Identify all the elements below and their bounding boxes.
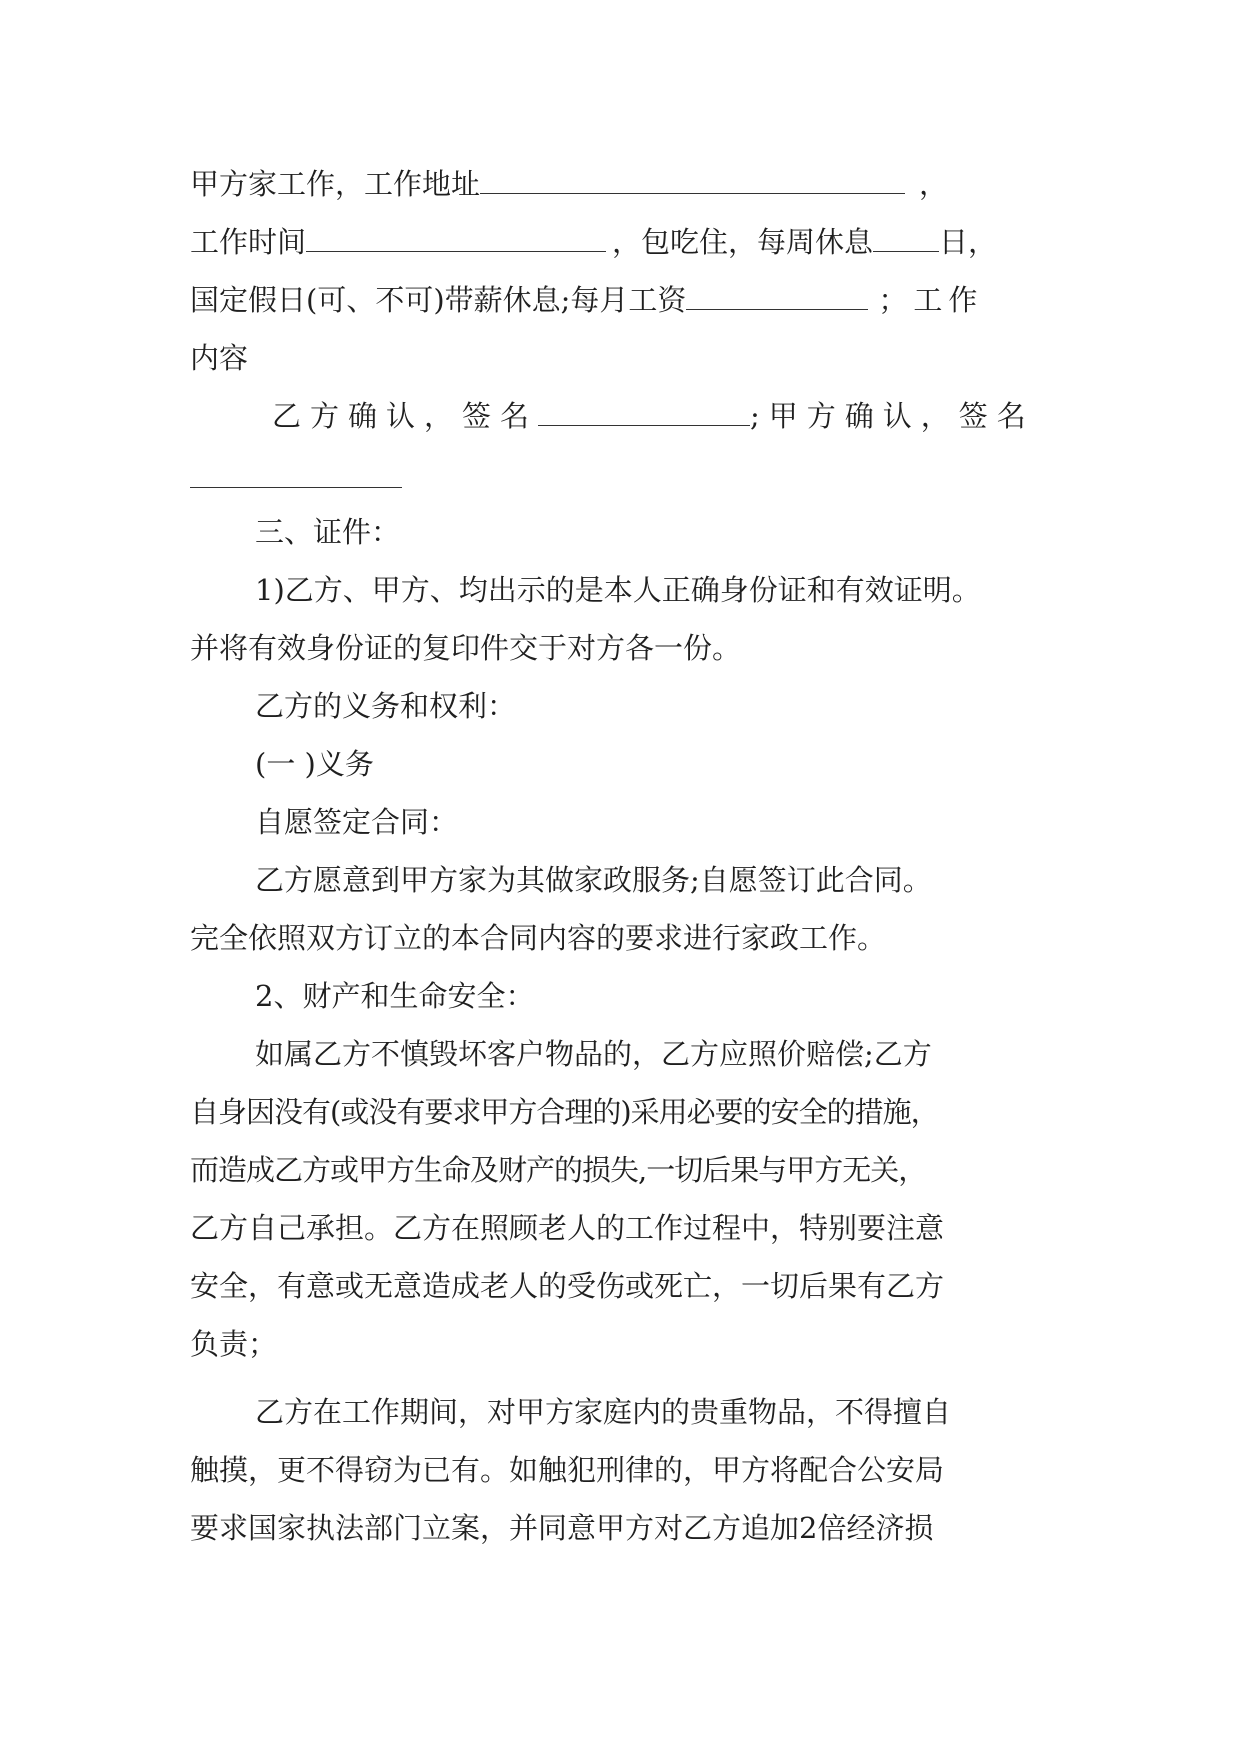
paragraph-text: 触摸，更不得窃为已有。如触犯刑律的，甲方将配合公安局 [190,1453,945,1487]
salary-label: 国定假日(可、不可)带薪休息;每月工资 [190,283,687,317]
paragraph-text: 并将有效身份证的复印件交于对方各一份。 [190,631,742,665]
paragraph-text: 1)乙方、甲方、均出示的是本人正确身份证和有效证明。 [255,573,981,607]
contract-line-content [190,338,1060,378]
party-b-sign-label: 乙方确认，签名 [272,399,539,433]
paragraph-line [190,628,1060,668]
paragraph-text: 乙方愿意到甲方家为其做家政服务;自愿签订此合同。 [255,863,932,897]
party-b-sign-blank [538,397,750,426]
paragraph-text: 安全，有意或无意造成老人的受伤或死亡，一切后果有乙方 [190,1269,945,1303]
subheading-text: 2、财产和生命安全： [255,979,535,1013]
work-time-middle: ，包吃住，每周休息 [612,225,874,259]
paragraph-line [255,570,1060,610]
work-time-blank [306,223,606,252]
paragraph-text: 完全依照双方订立的本合同内容的要求进行家政工作。 [190,921,887,955]
paragraph-line [190,1508,1060,1548]
subheading-obligations-rights [255,686,1060,726]
paragraph-line [190,918,1060,958]
paragraph-text: 要求国家执法部门立案，并同意甲方对乙方追加2倍经济损 [190,1511,934,1545]
paragraph-line [190,1324,1060,1364]
section-three-heading [255,512,1060,552]
contract-line-work-address [190,164,1060,204]
work-address-blank [480,165,905,194]
party-a-sign-blank [190,486,402,488]
contract-line-salary [190,280,1060,320]
work-time-label: 工作时间 [190,225,307,259]
paragraph-line [255,1392,1060,1432]
subheading-text: 自愿签定合同： [255,805,459,839]
paragraph-text: 乙方自己承担。乙方在照顾老人的工作过程中，特别要注意 [190,1211,945,1245]
rest-days-tail: 日， [939,225,998,259]
subheading-safety [255,976,1060,1016]
contract-line-signatures [272,396,1077,436]
salary-tail: ；工作 [878,283,984,317]
subheading-obligations [255,744,1060,784]
contract-line-work-time [190,222,1060,262]
work-address-tail: ， [919,167,949,201]
paragraph-line [190,1208,1060,1248]
paragraph-line [190,1266,1060,1306]
paragraph-text: 如属乙方不慎毁坏客户物品的，乙方应照价赔偿;乙方 [255,1037,932,1071]
party-a-sign-label: ;甲方确认，签名 [750,399,1035,433]
salary-blank [686,281,868,310]
paragraph-text: 自身因没有(或没有要求甲方合理的)采用必要的安全的措施， [190,1095,939,1129]
paragraph-text: 负责； [190,1327,278,1361]
content-label: 内容 [190,341,249,375]
paragraph-text: 而造成乙方或甲方生命及财产的损失,一切后果与甲方无关， [190,1153,927,1187]
subheading-text: (一 )义务 [255,747,374,781]
paragraph-line [255,1034,1060,1074]
paragraph-text: 乙方在工作期间，对甲方家庭内的贵重物品，不得擅自 [255,1395,952,1429]
paragraph-line [190,1150,1060,1190]
paragraph-line [255,860,1060,900]
subheading-text: 乙方的义务和权利： [255,689,517,723]
paragraph-line [190,1450,1060,1490]
rest-days-blank [873,223,939,252]
section-three-heading-text: 三、证件： [255,515,401,549]
work-address-label: 甲方家工作，工作地址 [190,167,481,201]
subheading-voluntary [255,802,1060,842]
paragraph-line [190,1092,1060,1132]
